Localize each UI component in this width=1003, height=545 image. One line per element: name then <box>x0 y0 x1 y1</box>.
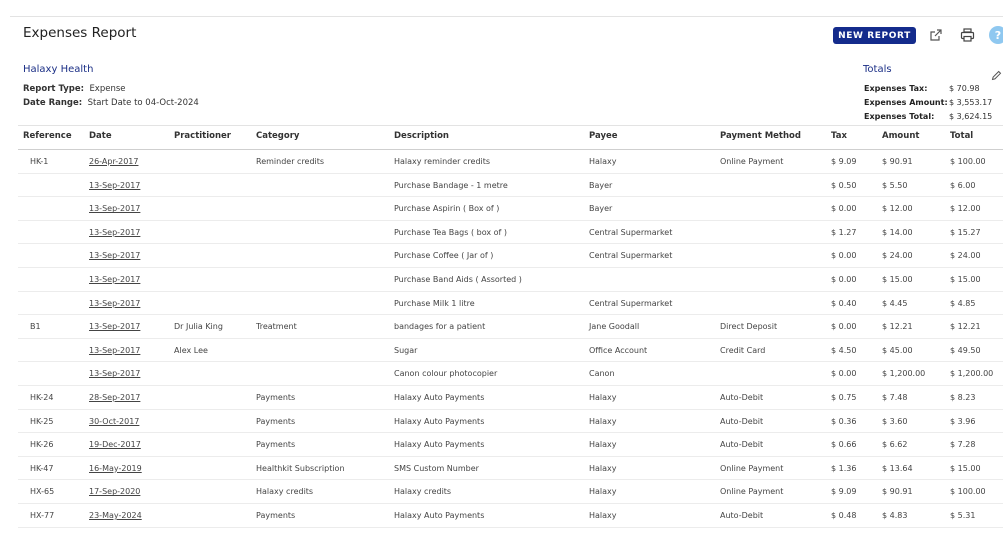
cell-payee: Halaxy <box>589 511 617 520</box>
top-divider <box>10 16 1003 17</box>
cell-date[interactable]: 26-Apr-2017 <box>89 157 139 166</box>
cell-description: Halaxy Auto Payments <box>394 416 485 426</box>
cell-tax: $ 0.00 <box>831 204 857 214</box>
cell-practitioner: Alex Lee <box>174 345 208 355</box>
expenses-total-label: Expenses Total: <box>864 112 935 121</box>
printer-icon[interactable] <box>960 27 975 46</box>
external-link-icon[interactable] <box>929 27 943 46</box>
cell-category: Healthkit Subscription <box>256 463 345 473</box>
cell-amount: $ 13.64 <box>882 463 913 473</box>
column-header-payee: Payee <box>589 131 618 141</box>
cell-description: Halaxy credits <box>394 487 452 497</box>
organization-name: Halaxy Health <box>23 64 94 75</box>
cell-total: $ 5.31 <box>950 511 976 520</box>
column-header-total: Total <box>950 131 974 141</box>
cell-tax: $ 0.40 <box>831 298 857 308</box>
cell-category: Reminder credits <box>256 157 325 166</box>
cell-reference: HK-25 <box>30 416 54 426</box>
help-icon[interactable]: ? <box>989 26 1003 44</box>
cell-amount: $ 3.60 <box>882 416 908 426</box>
report-type-value: Expense <box>89 84 126 94</box>
cell-practitioner: Dr Julia King <box>174 322 223 332</box>
cell-date[interactable]: 30-Oct-2017 <box>89 416 140 426</box>
new-report-button[interactable]: NEW REPORT <box>833 27 916 44</box>
cell-category: Payments <box>256 416 296 426</box>
cell-description: Canon colour photocopier <box>394 369 498 379</box>
cell-category: Treatment <box>256 322 297 332</box>
cell-total: $ 12.21 <box>950 322 981 332</box>
cell-date[interactable]: 28-Sep-2017 <box>89 393 141 402</box>
cell-amount: $ 90.91 <box>882 157 913 166</box>
cell-reference: B1 <box>30 322 41 332</box>
column-header-reference: Reference <box>23 131 72 141</box>
column-header-date: Date <box>89 131 112 141</box>
cell-date[interactable]: 17-Sep-2020 <box>89 487 141 497</box>
table-row <box>0 315 1003 339</box>
table-top-divider <box>18 125 1003 126</box>
cell-payee: Central Supermarket <box>589 298 673 308</box>
report-type <box>23 84 126 94</box>
cell-description: Purchase Band Aids ( Assorted ) <box>394 275 522 284</box>
cell-description: Halaxy reminder credits <box>394 157 491 166</box>
table-row <box>0 197 1003 221</box>
table-row <box>0 504 1003 528</box>
row-divider <box>18 527 1003 528</box>
totals-title: Totals <box>863 64 892 75</box>
cell-date[interactable]: 13-Sep-2017 <box>89 322 141 332</box>
cell-date[interactable]: 19-Dec-2017 <box>89 440 141 450</box>
cell-total: $ 8.23 <box>950 393 976 402</box>
cell-date[interactable]: 13-Sep-2017 <box>89 275 141 284</box>
cell-amount: $ 7.48 <box>882 393 908 402</box>
expenses-amount-label: Expenses Amount: <box>864 98 948 107</box>
table-row <box>0 244 1003 268</box>
cell-amount: $ 15.00 <box>882 275 913 284</box>
cell-tax: $ 1.36 <box>831 463 857 473</box>
cell-description: Halaxy Auto Payments <box>394 440 485 450</box>
cell-category: Payments <box>256 440 296 450</box>
cell-payee: Canon <box>589 369 615 379</box>
table-row <box>0 339 1003 363</box>
date-range <box>23 98 199 108</box>
cell-date[interactable]: 23-May-2024 <box>89 511 142 520</box>
cell-tax: $ 4.50 <box>831 345 857 355</box>
cell-payment-method: Auto-Debit <box>720 393 764 402</box>
report-type-label: Report Type: <box>23 84 85 94</box>
table-row <box>0 386 1003 410</box>
cell-amount: $ 4.45 <box>882 298 908 308</box>
cell-total: $ 3.96 <box>950 416 976 426</box>
cell-payee: Jane Goodall <box>589 322 640 332</box>
cell-category: Payments <box>256 393 296 402</box>
table-row <box>0 221 1003 245</box>
cell-payee: Bayer <box>589 204 613 214</box>
cell-reference: HK-24 <box>30 393 54 402</box>
cell-payee: Halaxy <box>589 463 617 473</box>
table-row <box>0 480 1003 504</box>
cell-amount: $ 12.00 <box>882 204 913 214</box>
cell-reference: HX-65 <box>30 487 55 497</box>
cell-payee: Bayer <box>589 180 613 190</box>
pencil-icon[interactable] <box>991 66 1002 85</box>
cell-total: $ 15.27 <box>950 227 981 237</box>
cell-amount: $ 90.91 <box>882 487 913 497</box>
cell-payment-method: Auto-Debit <box>720 416 764 426</box>
cell-date[interactable]: 13-Sep-2017 <box>89 369 141 379</box>
cell-amount: $ 45.00 <box>882 345 913 355</box>
column-header-tax: Tax <box>831 131 847 141</box>
cell-description: Purchase Bandage - 1 metre <box>394 180 508 190</box>
cell-total: $ 7.28 <box>950 440 976 450</box>
cell-payment-method: Online Payment <box>720 463 784 473</box>
cell-amount: $ 6.62 <box>882 440 908 450</box>
cell-description: Halaxy Auto Payments <box>394 511 485 520</box>
cell-tax: $ 9.09 <box>831 487 857 497</box>
cell-payment-method: Direct Deposit <box>720 322 778 332</box>
expenses-tax-label: Expenses Tax: <box>864 84 928 93</box>
page-title: Expenses Report <box>23 25 137 41</box>
cell-tax: $ 0.00 <box>831 251 857 261</box>
cell-description: Purchase Milk 1 litre <box>394 298 475 308</box>
expenses-tax-value: $ 70.98 <box>949 84 980 93</box>
column-header-description: Description <box>394 131 449 141</box>
column-header-payment-method: Payment Method <box>720 131 801 141</box>
table-row <box>0 268 1003 292</box>
cell-category: Halaxy credits <box>256 487 314 497</box>
cell-tax: $ 0.50 <box>831 180 857 190</box>
cell-payment-method: Online Payment <box>720 487 784 497</box>
cell-date[interactable]: 13-Sep-2017 <box>89 251 141 261</box>
cell-amount: $ 5.50 <box>882 180 908 190</box>
cell-description: Purchase Coffee ( Jar of ) <box>394 251 494 261</box>
cell-description: Halaxy Auto Payments <box>394 393 485 402</box>
cell-amount: $ 4.83 <box>882 511 908 520</box>
cell-total: $ 15.00 <box>950 463 981 473</box>
cell-tax: $ 0.66 <box>831 440 857 450</box>
cell-payee: Halaxy <box>589 157 617 166</box>
cell-payee: Office Account <box>589 345 648 355</box>
cell-tax: $ 0.00 <box>831 369 857 379</box>
cell-payee: Halaxy <box>589 487 617 497</box>
cell-category: Payments <box>256 511 296 520</box>
column-header-amount: Amount <box>882 131 920 141</box>
cell-tax: $ 0.00 <box>831 275 857 284</box>
cell-payee: Central Supermarket <box>589 227 673 237</box>
cell-date[interactable]: 13-Sep-2017 <box>89 227 141 237</box>
cell-total: $ 6.00 <box>950 180 976 190</box>
cell-tax: $ 0.36 <box>831 416 857 426</box>
expenses-total-value: $ 3,624.15 <box>949 112 993 121</box>
cell-amount: $ 24.00 <box>882 251 913 261</box>
cell-amount: $ 12.21 <box>882 322 913 332</box>
cell-total: $ 15.00 <box>950 275 981 284</box>
cell-payee: Halaxy <box>589 416 617 426</box>
column-header-practitioner: Practitioner <box>174 131 231 141</box>
cell-payee: Halaxy <box>589 440 617 450</box>
cell-total: $ 24.00 <box>950 251 981 261</box>
cell-description: Purchase Aspirin ( Box of ) <box>394 204 500 214</box>
cell-tax: $ 0.00 <box>831 322 857 332</box>
cell-tax: $ 9.09 <box>831 157 857 166</box>
cell-tax: $ 0.48 <box>831 511 857 520</box>
cell-date[interactable]: 13-Sep-2017 <box>89 298 141 308</box>
cell-amount: $ 14.00 <box>882 227 913 237</box>
cell-description: bandages for a patient <box>394 322 486 332</box>
cell-total: $ 49.50 <box>950 345 981 355</box>
cell-reference: HK-1 <box>30 157 49 166</box>
table-row <box>0 174 1003 198</box>
table-row <box>0 362 1003 386</box>
cell-total: $ 100.00 <box>950 487 986 497</box>
cell-description: Purchase Tea Bags ( box of ) <box>394 227 507 237</box>
table-row <box>0 457 1003 481</box>
expenses-amount-value: $ 3,553.17 <box>949 98 993 107</box>
cell-date[interactable]: 16-May-2019 <box>89 463 142 473</box>
cell-total: $ 1,200.00 <box>950 369 994 379</box>
cell-reference: HX-77 <box>30 511 55 520</box>
cell-payment-method: Auto-Debit <box>720 440 764 450</box>
column-header-category: Category <box>256 131 300 141</box>
cell-total: $ 4.85 <box>950 298 976 308</box>
cell-amount: $ 1,200.00 <box>882 369 926 379</box>
date-range-label: Date Range: <box>23 98 83 108</box>
cell-date[interactable]: 13-Sep-2017 <box>89 345 141 355</box>
cell-payment-method: Online Payment <box>720 157 784 166</box>
cell-date[interactable]: 13-Sep-2017 <box>89 204 141 214</box>
table-row <box>0 433 1003 457</box>
cell-description: Sugar <box>394 345 418 355</box>
cell-payment-method: Auto-Debit <box>720 511 764 520</box>
cell-date[interactable]: 13-Sep-2017 <box>89 180 141 190</box>
cell-description: SMS Custom Number <box>394 463 479 473</box>
table-row <box>0 150 1003 174</box>
cell-tax: $ 1.27 <box>831 227 857 237</box>
cell-reference: HK-47 <box>30 463 54 473</box>
cell-payment-method: Credit Card <box>720 345 766 355</box>
cell-tax: $ 0.75 <box>831 393 857 402</box>
date-range-value: Start Date to 04-Oct-2024 <box>87 98 199 108</box>
cell-payee: Halaxy <box>589 393 617 402</box>
table-row <box>0 292 1003 316</box>
cell-total: $ 100.00 <box>950 157 986 166</box>
cell-total: $ 12.00 <box>950 204 981 214</box>
cell-payee: Central Supermarket <box>589 251 673 261</box>
cell-reference: HK-26 <box>30 440 54 450</box>
table-row <box>0 410 1003 434</box>
